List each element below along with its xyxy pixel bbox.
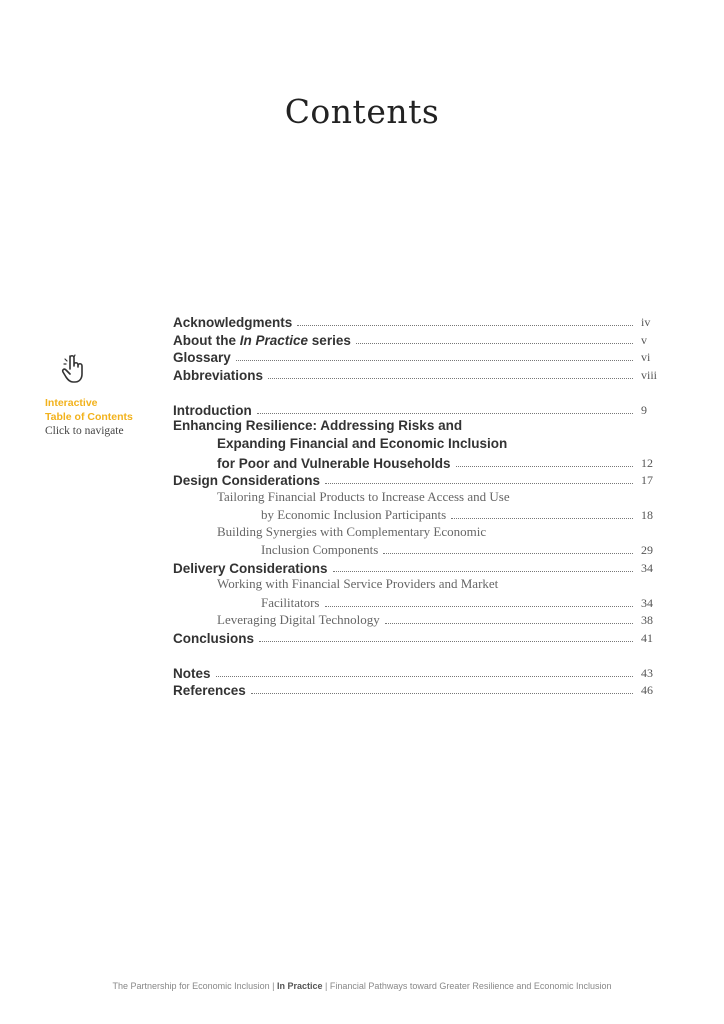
side-label-click: Click to navigate [45,425,124,437]
page-number: 38 [641,613,653,627]
leader-dots [383,552,633,554]
toc-entry-introduction[interactable]: Introduction 9 [173,400,663,418]
leader-dots [216,675,633,677]
page-title: Contents [284,92,440,131]
page-number: 43 [641,666,653,680]
toc-entry-notes[interactable]: Notes 43 [173,663,663,681]
page-number: 41 [641,631,653,645]
page-number: iv [641,315,651,329]
page-number: 12 [641,456,653,470]
leader-dots [333,570,633,572]
leader-dots [297,324,633,326]
leader-dots [456,465,633,467]
page-number: 34 [641,561,653,575]
toc-entry-about-series[interactable]: About the In Practice series v [173,330,663,348]
toc-entry-digital[interactable]: Leveraging Digital Technology 38 [217,610,663,628]
toc-entry-conclusions[interactable]: Conclusions 41 [173,628,663,646]
leader-dots [251,692,633,694]
leader-dots [356,342,633,344]
hand-pointer-icon [61,354,87,384]
toc-entry-synergies[interactable]: Inclusion Components 29 [261,540,663,558]
toc-entry-synergies-line1[interactable]: Building Synergies with Complementary Economic [217,524,487,539]
toc-entry-delivery-considerations[interactable]: Delivery Considerations 34 [173,558,663,576]
toc-entry-tailoring[interactable]: by Economic Inclusion Participants 18 [261,505,663,523]
toc-entry-enhancing-line1[interactable]: Enhancing Resilience: Addressing Risks and [173,418,463,433]
leader-dots [325,605,634,607]
interactive-toc-note [45,354,155,438]
toc-entry-enhancing-line2[interactable]: Expanding Financial and Economic Inclusion [217,436,508,451]
page-number: 46 [641,683,653,697]
page-number: vi [641,350,651,364]
toc-entry-enhancing[interactable]: for Poor and Vulnerable Households 12 [217,453,663,471]
leader-dots [268,377,633,379]
leader-dots [259,640,633,642]
page-number: 18 [641,508,653,522]
toc-entry-working-line1[interactable]: Working with Financial Service Providers and Market [217,576,499,591]
page-number: v [641,333,647,347]
page-number: 17 [641,473,653,487]
leader-dots [451,517,633,519]
toc-entry-acknowledgments[interactable]: Acknowledgments iv [173,312,663,330]
page-number: 29 [641,543,653,557]
side-label-interactive: Interactive [45,397,98,409]
toc-entry-abbreviations[interactable]: Abbreviations viii [173,365,663,383]
page-number: 34 [641,596,653,610]
toc-entry-glossary[interactable]: Glossary vi [173,347,663,365]
toc-entry-working[interactable]: Facilitators 34 [261,593,663,611]
toc-entry-references[interactable]: References 46 [173,680,663,698]
leader-dots [236,359,633,361]
page-number: viii [641,368,658,382]
side-label-toc: Table of Contents [45,411,133,423]
toc-entry-tailoring-line1[interactable]: Tailoring Financial Products to Increase Access and Use [217,489,510,504]
page-footer: The Partnership for Economic Inclusion | In Practice | Financial Pathways toward Greater Resilience and Economic Inclusion [112,981,612,991]
page-number: 9 [641,403,647,417]
toc-entry-design-considerations[interactable]: Design Considerations 17 [173,470,663,488]
leader-dots [385,622,633,624]
leader-dots [325,482,633,484]
leader-dots [257,412,633,414]
